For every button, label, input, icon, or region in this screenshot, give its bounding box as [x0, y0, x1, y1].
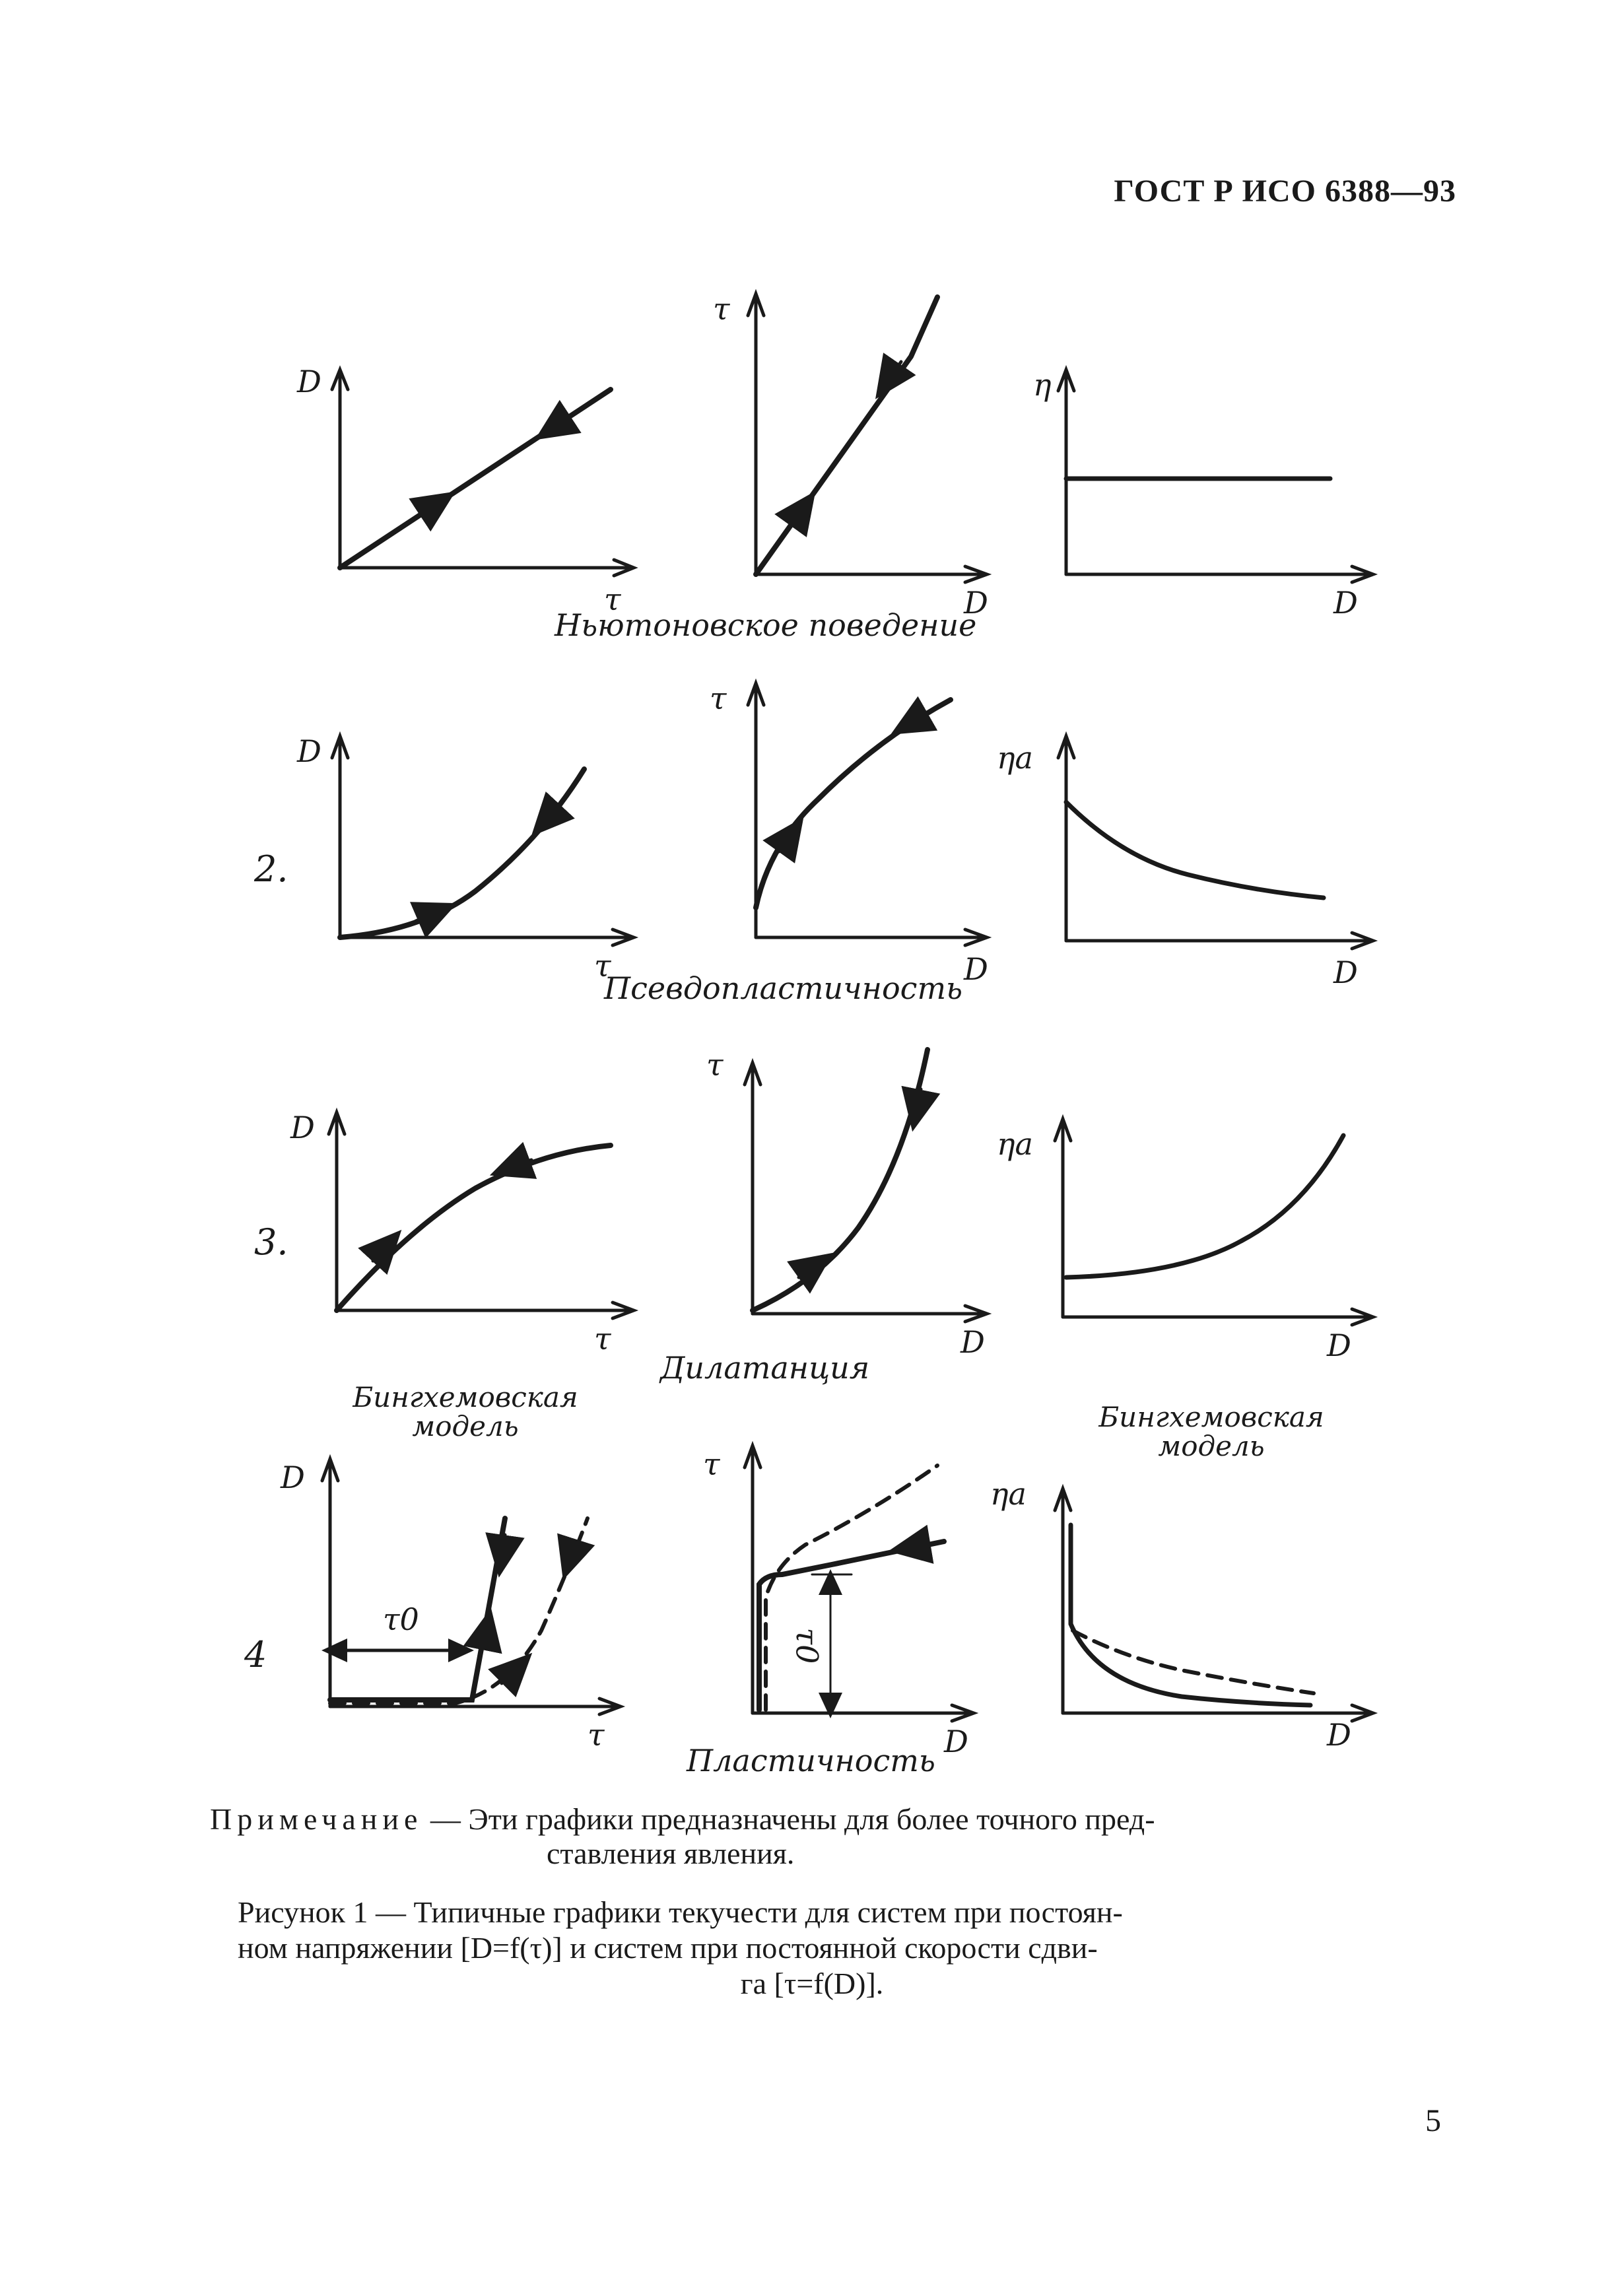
- axis-label: τ: [594, 948, 611, 984]
- document-id: ГОСТ Р ИСО 6388—93: [1114, 174, 1456, 209]
- curve-dilatant: [753, 1050, 927, 1310]
- row4-panel1: [322, 1459, 621, 1714]
- row1-panel2: [748, 294, 987, 582]
- curve-dilatant: [337, 1145, 611, 1310]
- axis-label: D: [1327, 1328, 1351, 1363]
- axis-label: D: [1327, 1717, 1351, 1753]
- note-line2: ставления явления.: [547, 1837, 795, 1870]
- row1-panel1: [332, 370, 634, 576]
- row-caption: Ньютоновское поведение: [555, 607, 977, 643]
- row-number: 4: [244, 1634, 267, 1675]
- page-number: 5: [1425, 2103, 1441, 2138]
- row3-panel3: [1055, 1119, 1373, 1325]
- row-caption: Псевдопластичность: [604, 970, 963, 1006]
- axis-label: τ: [588, 1717, 605, 1753]
- curve-pseudoplastic: [340, 769, 584, 937]
- row4-panel3: [1055, 1489, 1373, 1721]
- curve-plastic-dashed: [330, 1518, 588, 1703]
- bracket-tau0: [330, 1650, 462, 1700]
- axis-label: D: [1333, 955, 1358, 990]
- figure-caption: [238, 1895, 1439, 2002]
- bingham-title: Бингхемовская модель: [353, 1381, 578, 1442]
- curve-apparent-viscosity: [1066, 1135, 1343, 1277]
- row3-panel2: [745, 1050, 987, 1322]
- curve-plastic-dashed: [1073, 1631, 1314, 1693]
- axis-label: ηa: [997, 740, 1033, 776]
- note: [210, 1802, 1451, 1871]
- row2-panel3: [1058, 736, 1373, 949]
- axis-label: D: [297, 364, 321, 399]
- tau0-label: τ0: [383, 1602, 419, 1637]
- note-line1: — Эти графики предназначены для более точного пред-: [422, 1802, 1155, 1836]
- figure-caption-line1: Рисунок 1 — Типичные графики текучести для систем при постоян-: [238, 1895, 1123, 1929]
- row3-panel1: [329, 1112, 634, 1318]
- axis-label: η: [1033, 367, 1052, 403]
- curve-plastic-dashed: [766, 1466, 937, 1710]
- axis-label: D: [961, 1324, 985, 1360]
- row2-panel1: [332, 736, 634, 945]
- note-lead: Примечание: [210, 1802, 423, 1836]
- row-caption: Дилатанция: [660, 1350, 870, 1386]
- axis-label: D: [964, 951, 988, 987]
- figure-caption-line3: га [τ=f(D)].: [740, 1967, 884, 2000]
- figure-caption-line2: ном напряжении [D=f(τ)] и систем при постоянной скорости сдви-: [238, 1931, 1098, 1965]
- axis-label: D: [1333, 585, 1358, 621]
- curve-pseudoplastic: [756, 700, 951, 908]
- row2-panel2: [748, 683, 987, 945]
- row-caption: Пластичность: [687, 1743, 935, 1778]
- axis-label: τ: [713, 291, 730, 327]
- axis-label: ηa: [997, 1126, 1033, 1162]
- axis-label: ηa: [990, 1476, 1027, 1512]
- tau0-label: τ0: [789, 1627, 825, 1664]
- axis-label: D: [944, 1724, 968, 1759]
- bingham-title: Бингхемовская модель: [1098, 1401, 1324, 1462]
- axis-label: D: [290, 1110, 315, 1145]
- axis-label: τ: [703, 1446, 720, 1482]
- row-number: 2.: [254, 848, 288, 890]
- curve-bingham-solid: [1071, 1525, 1310, 1705]
- axis-label: τ: [594, 1321, 611, 1357]
- axis-label: D: [964, 585, 988, 621]
- row-number: 3.: [254, 1221, 288, 1263]
- axis-label: D: [281, 1460, 305, 1495]
- axis-label: τ: [604, 582, 621, 617]
- row1-panel3: [1058, 370, 1373, 582]
- axis-label: τ: [710, 681, 727, 716]
- axis-label: τ: [706, 1047, 724, 1083]
- curve-newtonian: [756, 297, 937, 574]
- row4-panel2: [745, 1446, 974, 1721]
- curve-bingham-solid: [759, 1541, 944, 1710]
- axis-label: D: [297, 733, 321, 769]
- curve-apparent-viscosity: [1066, 802, 1324, 898]
